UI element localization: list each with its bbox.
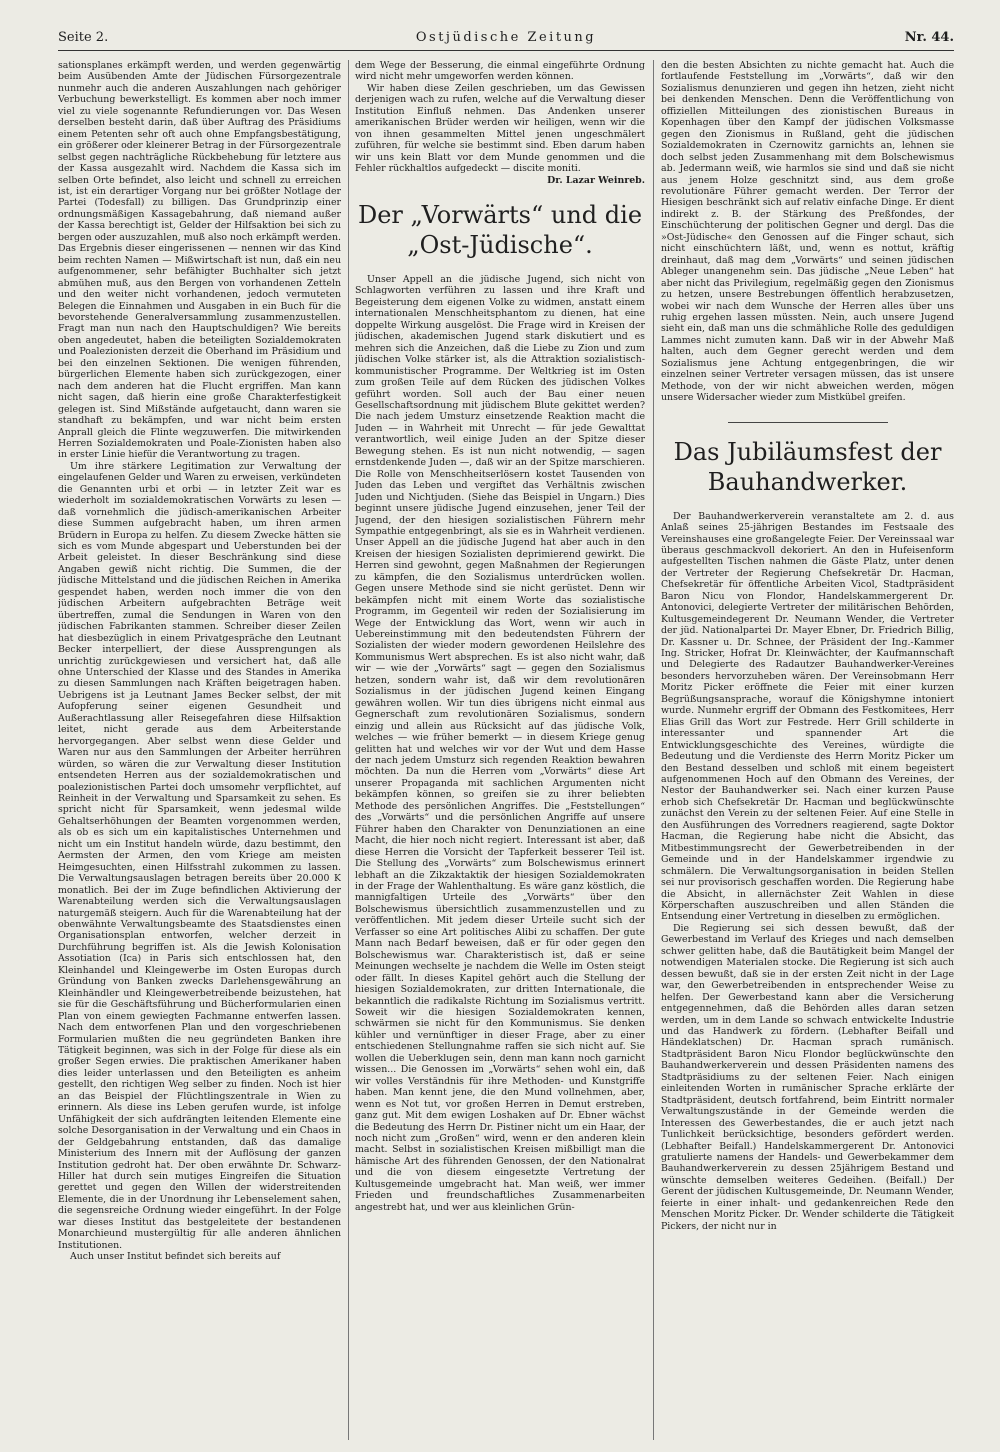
newspaper-title: Ostjüdische Zeitung [415, 30, 597, 45]
article-headline: Das Jubiläumsfest der Bauhandwerker. [673, 437, 942, 496]
column-divider [348, 60, 349, 1440]
paragraph: Auch unser Institut befindet sich bereits auf [70, 1251, 281, 1263]
article-headline: Der „Vorwärts“ und die „Ost-Jüdische“. [357, 200, 643, 259]
author-signature: Dr. Lazar Weinreb. [547, 174, 645, 186]
page-header [58, 30, 954, 52]
paragraph: dem Wege der Besserung, die einmal eingeführte Ordnung wird nicht mehr umgeworfen werden können. [355, 60, 645, 83]
paragraph: Um ihre stärkere Legitimation zur Verwaltung der eingelaufenen Gelder und Waren zu erweisen, verkündeten die Genannten urbi et orbi — in letzter Zeit war es wiederholt im sozialdemokratischen Vorwärts zu lesen — daß vornehmlich die jüdisch-amerikanischen Arbeiter diese Summen aufgebracht haben, um ihren armen Brüdern in Europa zu helfen. Zu diesem Zwecke hätten sie sich es vom Munde abgespart und Ueberstunden bei der Arbeit geleistet. In dieser Beschränkung sind diese Angaben gewiß nicht richtig. Die Summen, die der jüdische Mittelstand und die jüdischen Reichen in Amerika gespendet haben, werden noch immer die von den jüdischen Arbeitern aufgebrachten Beträge weit übertreffen, zumal die Sendungen in Waren von den jüdischen Fabrikanten stammen. Schreiber dieser Zeilen hat diesbezüglich in einem Privatgespräche den Leutnant Becker interpelliert, der diese Aussprengungen als unrichtig zurückgewiesen und versichert hat, daß alle ohne Unterschied der Klasse und des Standes in Amerika zu diesen Sammlungen nach Kräften beigetragen haben. Uebrigens ist ja Leutnant James Becker selbst, der mit Aufopferung seiner eigenen Gesundheit und Außerachtlassung aller Reisegefahren diese Hilfsaktion leitet, nicht gerade aus dem Arbeiterstande hervorgegangen. Aber selbst wenn diese Gelder und Waren nur aus den Sammlungen der Arbeiter herrühren würden, so wären die zur Verwaltung dieser Institution entsendeten Herren aus der sozialdemokratischen und poalezionistischen Partei doch umsomehr verpflichtet, auf Reinheit in der Verwaltung und Sparsamkeit zu sehen. Es spricht nicht für Sparsamkeit, wenn jedesmal wilde Gehaltserhöhungen der Beamten vorgenommen werden, als ob es sich um ein kapitalistisches Unternehmen und nicht um ein Institut handeln würde, dazu bestimmt, den Aermsten der Armen, den vom Kriege am meisten Heimgesuchten, einen Hilfsstrahl zukommen zu lassen. Die Verwaltungsauslagen betragen bereits über 20.000 K monatlich. Bei der im Zuge befindlichen Aktivierung der Warenabteilung werden sich die Verwaltungsauslagen naturgemäß steigern. Auch für die Warenabteilung hat der obenwähnte Verwaltungsbeamte des Staatsdienstes einen Organisationsplan entworfen, welcher derzeit in Durchführung begriffen ist. Als die Jewish Kolonisation Assotiation (Ica) in Paris sich entschlossen hat, den Kleinhandel und Kleingewerbe im Osten Europas durch Gründung von Banken zwecks Darlehensgewährung an Kleinhändler und Kleingewerbetreibende beizustehen, hat sie für die Geschäftsführung und Bücherformularien einen Plan von einem gewiegten Fachmanne entwerfen lassen. Nach dem entworfenen Plan und den vorgeschriebenen Formularien mußten die neu gegründeten Banken ihre Tätigkeit beginnen, was sich in der Folge für diese als ein großer Segen erwies. Die praktischen Amerikaner haben dies leider unterlassen und den Beteiligten es anheim gestellt, den richtigen Weg selber zu finden. Noch ist hier an das Beispiel der Flüchtlingszentrale in Wien zu erinnern. Als diese ins Leben gerufen wurde, ist infolge Unfähigkeit der sich aufdrängten leitenden Elemente eine solche Desorganisation in der Verwaltung und ein Chaos in der Geldgebahrung entstanden, daß das damalige Ministerium des Innern mit der Auflösung der ganzen Institution gedroht hat. Der oben erwähnte Dr. Schwarz-Hiller hat durch sein mutiges Eingreifen die Situation gerettet und gegen den Willen der widerstreitenden Elemente, die in der Unordnung ihr Lebenselement sahen, die segensreiche Ordnung wieder eingeführt. In der Folge war dieses Institut das bestgeleitete der bestandenen Monarchieund mustergültig für alle anderen ähnlichen Institutionen. [58, 460, 341, 1251]
header-rule [58, 50, 954, 51]
paragraph: den die besten Absichten zu nichte gemacht hat. Auch die fortlaufende Feststellung im „Vorwärts“, daß wir den Sozialismus denunzieren und gegen ihn hetzen, zieht nicht bei denkenden Menschen. Denn die Veröffentlichung von offiziellen Mitteilungen des zionistischen Bureaus in Kopenhagen über den Kampf der jüdischen Volksmasse gegen den Zionismus in Rußland, geht die jüdischen Sozialdemokraten in Czernowitz garnichts an, lehnen sie doch selbst jeden Zusammenhang mit dem Bolschewismus ab. Jedermann weiß, wie harmlos sie sind und daß sie nicht aus jenem Holze geschnitzt sind, aus dem große revolutionäre Führer gemacht werden. Der Terror der Hiesigen beschränkt sich auf relativ einfache Dinge. Er dient indirekt z. B. der Stärkung des Preßfondes, der Einschüchterung der politischen Gegner und dergl. Das die »Ost-Jüdische« den Genossen auf die Finger schaut, sich nicht einschüchtern läßt, und, wenn es nottut, kräftig dreinhaut, daß mag dem „Vorwärts“ und seinen jüdischen Ableger unangenehm sein. Das jüdische „Neue Leben“ hat aber nicht das Privilegium, regelmäßig gegen den Zionismus zu hetzen, unsere Bestrebungen öffentlich herabzusetzen, wobei wir nach dem Wunsche der Herren alles über uns ruhig ergehen lassen müssten. Nein, auch unsere Jugend sieht ein, daß man uns die schmähliche Rolle des geduldigen Lammes nicht zumuten kann. Daß wir in der Abwehr Maß halten, auch dem Gegner gerecht werden und dem Sozialismus jene Achtung entgegenbringen, die wir einzelnen seiner Vertreter versagen müssen, das ist unsere Methode, von der wir nicht abweichen werden, mögen unsere Widersacher wieder zum Mistkübel greifen. [661, 60, 954, 404]
paragraph: Der Bauhandwerkerverein veranstaltete am 2. d. aus Anlaß seines 25-jährigen Bestandes im Festsaale des Vereinshauses eine großangelegte Feier. Der Vereinssaal war überaus geschmackvoll dekoriert. An den in Hufeisenform aufgestellten Tischen nahmen die Gäste Platz, unter denen der Vertreter der Regierung Chefsekretär Dr. Hacman, Chefsekretär für öffentliche Arbeiten Vicol, Stadtpräsident Baron Nicu von Flondor, Handelskammergerent Dr. Antonovici, delegierte Vertreter der militärischen Behörden, Kultusgemeindegerent Dr. Neumann Wender, die Vertreter der jüd. Nationalpartei Dr. Mayer Ebner, Dr. Friedrich Billig, Dr. Kassner u. Dr. Schnee, der Präsident der Ing.-Kammer Ing. Stricker, Hofrat Dr. Kleinwächter, der Kaufmannschaft und Delegierte des Radautzer Bauhandwerker-Vereines besonders hervorzuheben wären. Der Vereinsobmann Herr Moritz Picker eröffnete die Feier mit einer kurzen Begrüßungsansprache, worauf die Königshymne intoniert wurde. Nunmehr ergriff der Obmann des Festkomitees, Herr Elias Grill das Wort zur Festrede. Herr Grill schilderte in interessanter und spannender Art die Entwicklungsgeschichte des Vereines, würdigte die Bedeutung und die Verdienste des Herrn Moritz Picker um den Bestand desselben und schloß mit einem begeistert aufgenommenen Hoch auf den Obmann des Vereines, der Nestor der Bauhandwerker sei. Nach einer kurzen Pause erhob sich Chefsekretär Dr. Hacman und beglückwünschte zunächst den Verein zu der seltenen Feier. Auf eine Stelle in den Ausführungen des Vorredners reagierend, sagte Doktor Hacman, die Regierung habe nicht die Absicht, das Mitbestimmungsrecht der Gewerbetreibenden in der Gemeinde und in der Handelskammer irgendwie zu schmälern. Die Verwaltungsorganisation in beiden Stellen sei nur provisorisch geschaffen worden. Die Regierung habe die Absicht, in allernächster Zeit Wahlen in diese Körperschaften auszuschreiben und allen Ständen die Entsendung einer Vertretung in dieselben zu ermöglichen. [661, 510, 954, 923]
issue-number: Nr. 44. [904, 30, 954, 45]
column-1 [58, 60, 341, 1440]
page-number: Seite 2. [58, 30, 109, 45]
paragraph: Die Regierung sei sich dessen bewußt, daß der Gewerbestand im Verlauf des Krieges und nach demselben schwer gelitten habe, daß die Bautätigkeit beim Mangel der notwendigen Materialen stocke. Die Regierung ist sich auch dessen bewußt, daß sie in der ersten Zeit nicht in der Lage war, den Gewerbetreibenden in entsprechender Weise zu helfen. Der Gewerbestand kann aber die Versicherung entgegennehmen, daß die Behörden alles daran setzen werden, um in dem Lande so schwach entwickelte Industrie und das Handwerk zu fördern. (Lebhafter Beifall und Händeklatschen) Dr. Hacman sprach rumänisch. Stadtpräsident Baron Nicu Flondor beglückwünschte den Bauhandwerkerverein und dessen Präsidenten namens des Stadtpräsidiums zu der seltenen Feier. Nach einigen einleitenden Worten in rumänischer Sprache erklärte der Stadtpräsident, deutsch fortfahrend, beim Eintritt normaler Verwaltungszustände in der Gemeinde werden die Interessen des Gewerbestandes, die er auch jetzt nach Tunlichkeit berücksichtige, besonders gefördert werden. (Lebhafter Beifall.) Handelskammergerent Dr. Antonovici gratulierte namens der Handels- und Gewerbekammer dem Bauhandwerkerverein zu dessen 25jährigem Bestand und wünschte demselben weiteres Gedeihen. (Beifall.) Der Gerent der jüdischen Kultusgemeinde, Dr. Neumann Wender, feierte in einer inhalt- und gedankenreichen Rede den Menschen Moritz Picker. Dr. Wender schilderte die Tätigkeit Pickers, der nicht nur in [661, 922, 954, 1232]
article-separator [728, 422, 888, 423]
column-2 [355, 60, 645, 1440]
paragraph: Wir haben diese Zeilen geschrieben, um das Gewissen derjenigen wach zu rufen, welche auf die Verwaltung dieser Institution Einfluß nehmen. Das Andenken unserer amerikanischen Brüder werden wir heiligen, wenn wir die von ihnen gesammelten Mittel jenen ungeschmälert zuführen, für welche sie bestimmt sind. Eben darum haben wir uns kein Blatt vor dem Munde genommen und die Fehler rückhaltlos aufgedeckt — discite moniti. [355, 82, 645, 175]
column-3 [661, 60, 954, 1440]
column-divider [653, 60, 654, 1440]
paragraph: sationsplanes erkämpft werden, und werden gegenwärtig beim Ausübenden Amte der Jüdischen Fürsorgezentrale nunmehr auch die anderen Auszahlungen nach gehöriger Verbuchung bewerkstelligt. Es kommen aber noch immer viel zu viele sogenannte Refundierungen vor. Das Wesen derselben besteht darin, daß über Auftrag des Präsidiums einem Petenten sehr oft auch ohne Empfangsbestätigung, ein größerer oder kleinerer Betrag in der Fürsorgezentrale selbst gegen nachträgliche Rückbehebung für letztere aus der Kassa ausgezahlt wird. Nachdem die Kassa sich im selben Orte befindet, also leicht und schnell zu erreichen ist, ist ein derartiger Vorgang nur bei größter Notlage der Partei (Todesfall) zu billigen. Das Grundprinzip einer ordnungsmäßigen Kassagebahrung, daß niemand außer der Kassa berechtigt ist, Gelder der Hilfsaktion bei sich zu bergen oder auszuzahlen, muß also noch erkämpft werden. Das Ergebnis dieser eingerissenen — nennen wir das Kind beim rechten Namen — Mißwirtschaft ist nun, daß ein neu aufgenommener, sehr befähigter Buchhalter sich jetzt abmühen muß, aus den Bergen von vorhandenen Zetteln und den weiter nicht vorhandenen, jedoch vermuteten Belegen die Einnahmen und Ausgaben in ein Buch für die bevorstehende Generalversammlung zusammenzustellen. Fragt man nun nach den Hauptschuldigen? Wie bereits oben angedeutet, haben die beteiligten Sozialdemokraten und Poalezionisten derzeit die Oberhand im Präsidium und bei den einzelnen Sektionen. Die wenigen führenden, bürgerlichen Elemente haben sich zurückgezogen, einer nach dem anderen hat die Flucht ergriffen. Man kann nicht sagen, daß hierin eine große Charakterfestigkeit gelegen ist. Sind Mißstände aufgetaucht, dann waren sie standhaft zu bekämpfen, und war nicht beim ersten Anprall gleich die Flinte wegzuwerfen. Die mitwirkenden Herren Sozialdemokraten und Poale-Zionisten haben also in erster Linie hiefür die Verantwortung zu tragen. [58, 60, 341, 461]
paragraph: Unser Appell an die jüdische Jugend, sich nicht von Schlagworten verführen zu lassen und ihre Kraft und Begeisterung dem eigenen Volke zu widmen, anstatt einem internationalen Menschheitsphantom zu dienen, hat eine doppelte Wirkung ausgelöst. Die Frage wird in Kreisen der jüdischen, akademischen Jugend stark diskutiert und es mehren sich die Anzeichen, daß die Liebe zu Zion und zum jüdischen Volke stärker ist, als die Attraktion sozialistisch-kommunistischer Programme. Der Weltkrieg ist im Osten zum großen Teile auf dem Rücken des jüdischen Volkes geführt worden. Soll auch der Bau einer neuen Gesellschaftsordnung mit jüdischem Blute gekittet werden? Die nach jedem Umsturz einsetzende Reaktion macht die Juden — in Wahrheit mit Unrecht — für jede Gewalttat verantwortlich, weil einige Juden an der Spitze dieser Bewegung stehen. Es ist nun nicht notwendig, — sagen ernstdenkende Juden —, daß wir an der Spitze marschieren. Die Rolle von Menschheitserlösern kostet Tausenden von Juden das Leben und vergiftet das Verhältnis zwischen Juden und Nichtjuden. (Siehe das Beispiel in Ungarn.) Dies beginnt unsere jüdische Jugend einzusehen, jener Teil der Jugend, der den hiesigen sozialistischen Führern mehr Sympathie entgegenbringt, als sie es in Wahrheit verdienen. Unser Appell an die jüdische Jugend hat aber auch in den Kreisen der hiesigen Sozialisten deprimierend gewirkt. Die Herren sind gewohnt, gegen Maßnahmen der Regierungen zu kämpfen, die den Sozialismus unterdrücken wollen. Gegen unsere Methode sind sie nicht gerüstet. Denn wir bekämpfen nicht mit einem Worte das sozialistische Programm, im Gegenteil wir reden der Sozialisierung im Wege der Entwicklung das Wort, wenn wir auch in Uebereinstimmung mit den bedeutendsten Führern der Sozialisten der wieder modern gewordenen Heilslehre des Kommunismus Wert absprechen. Es ist also nicht wahr, daß wir — wie der „Vorwärts“ sagt — gegen den Sozialismus hetzen, sondern wahr ist, daß wir dem revolutionären Sozialismus in der jüdischen Jugend keinen Eingang gewähren wollen. Wir tun dies übrigens nicht einmal aus Gegnerschaft zum revolutionären Sozialismus, sondern einzig und allein aus Rücksicht auf das jüdische Volk, welches — wie früher bemerkt — in diesem Kriege genug gelitten hat und welches wir vor der Wut und dem Hasse der nach jedem Umsturz sich regenden Reaktion bewahren möchten. Da nun die Herren vom „Vorwärts“ diese Art unserer Propaganda mit sachlichen Argumenten nicht bekämpfen können, so greifen sie zu ihrer beliebten Methode des persönlichen Angriffes. Die „Feststellungen“ des „Vorwärts“ und die persönlichen Angriffe auf unsere Führer haben den Charakter von Denunziationen an eine Macht, die hier noch nicht regiert. Interessant ist aber, daß diese Herren die Vorsicht der Tapferkeit besserer Teil ist. Die Stellung des „Vorwärts“ zum Bolschewismus erinnert lebhaft an die Zikzaktaktik der hiesigen Sozialdemokraten in der Frage der Wahlenthaltung. Es wäre ganz köstlich, die mannigfaltigen Urteile des „Vorwärts“ über den Bolschewismus übersichtlich zusammenzustellen und zu veröffentlichen. Mit jedem dieser Urteile sucht sich der Verfasser so eine Art politisches Alibi zu schaffen. Der gute Mann nach Bedarf beweisen, daß er für oder gegen den Bolschewismus war. Charakteristisch ist, daß er seine Meinungen wechselte je nachdem die Welle im Osten steigt oder fällt. In dieses Kapitel gehört auch die Stellung der hiesigen Sozialdemokraten, zur dritten Internationale, die bekanntlich die radikalste Richtung im Sozialismus vertritt. Soweit wir die hiesigen Sozialdemokraten kennen, schwärmen sie nicht für den Kommunismus. Sie denken kühler und vernünftiger in dieser Frage, aber zu einer entschiedenen Stellungnahme raffen sie sich nicht auf. Sie wollen die Ueberklugen sein, denn man kann noch garnicht wissen... Die Genossen im „Vorwärts“ sehen wohl ein, daß wir volles Verständnis für ihre Methoden- und Kunstgriffe haben. Man kennt jene, die den Mund vollnehmen, aber, wenn es Not tut, vor großen Herren in Demut erstreben, ganz gut. Mit dem ewigen Loshaken auf Dr. Ebner wächst die Bedeutung des Herrn Dr. Pistiner nicht um ein Haar, der noch nicht zum „Großen“ wird, wenn er den anderen klein macht. Selbst in sozialistischen Kreisen mißbilligt man die hämische Art des führenden Genossen, der den Nationalrat und die von diesem eingesetzte Vertretung der Kultusgemeinde umgebracht hat. Man weiß, wer immer Frieden und freundschaftliches Zusammenarbeiten angestrebt hat, und wer aus kleinlichen Grün- [355, 273, 645, 1213]
